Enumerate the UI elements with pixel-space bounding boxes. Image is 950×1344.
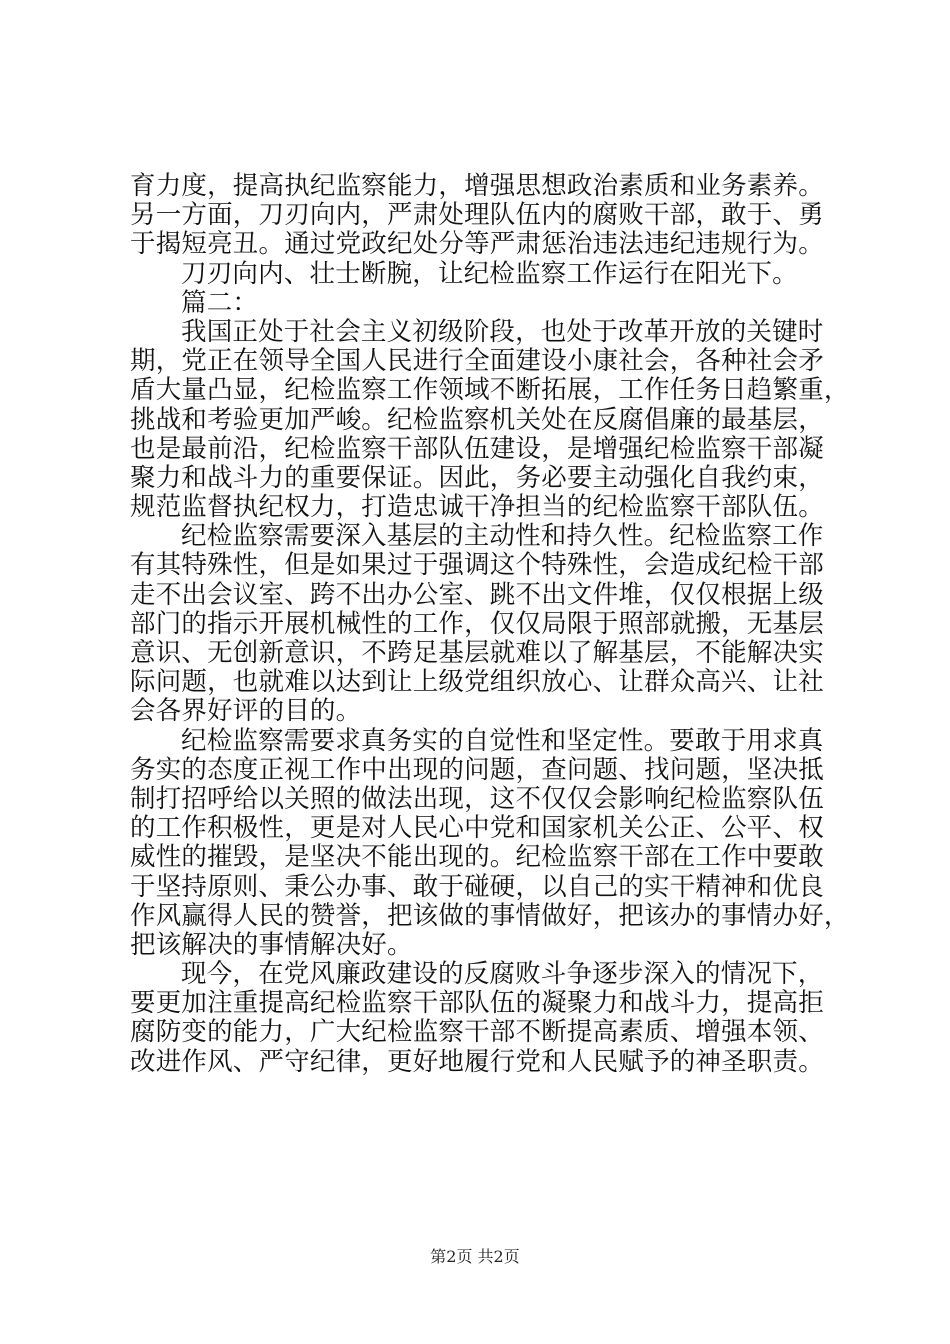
- text-line: 威性的摧毁，是坚决不能出现的。纪检监察干部在工作中要敢: [130, 842, 824, 873]
- text-line: 另一方面，刀刃向内，严肃处理队伍内的腐败干部，敢于、勇: [130, 200, 824, 231]
- text-line: 期，党正在领导全国人民进行全面建设小康社会，各种社会矛: [130, 346, 824, 377]
- text-line: 意识、无创新意识，不跨足基层就难以了解基层，不能解决实: [130, 638, 824, 668]
- paragraph: [130, 960, 828, 1077]
- text-line: 作风赢得人民的赞誉，把该做的事情做好，把该办的事情办好，: [130, 900, 850, 931]
- text-line: 我国正处于社会主义初级阶段，也处于改革开放的关键时: [181, 316, 824, 347]
- text-line: 挑战和考验更加严峻。纪检监察机关处在反腐倡廉的最基层，: [130, 404, 824, 435]
- text-line: 部门的指示开展机械性的工作，仅仅局限于照部就搬，无基层: [130, 608, 824, 639]
- text-line: 际问题，也就难以达到让上级党组织放心、让群众高兴、让社: [130, 667, 824, 698]
- paragraph: [130, 316, 850, 523]
- text-line: 腐防变的能力，广大纪检监察干部不断提高素质、增强本领、: [130, 1017, 824, 1048]
- document-body: [130, 171, 850, 1077]
- paragraph: [130, 172, 828, 260]
- text-line: 盾大量凸显，纪检监察工作领域不断拓展，工作任务日趋繁重，: [130, 375, 850, 406]
- text-line: 篇二：: [181, 287, 259, 318]
- text-line: 聚力和战斗力的重要保证。因此，务必要主动强化自我约束，: [130, 462, 824, 493]
- text-line: 制打招呼给以关照的做法出现，这不仅仅会影响纪检监察队伍: [130, 783, 824, 814]
- page-number-label: 第2页 共2页: [430, 1247, 520, 1266]
- paragraph: [130, 522, 828, 726]
- text-line: 育力度，提高执纪监察能力，增强思想政治素质和业务素养。: [130, 171, 824, 201]
- text-line: 于坚持原则、秉公办事、敢于碰硬，以自己的实干精神和优良: [130, 871, 824, 902]
- paragraph: [130, 260, 828, 289]
- text-line: 现今，在党风廉政建设的反腐败斗争逐步深入的情况下，: [181, 959, 824, 990]
- text-line: 务实的态度正视工作中出现的问题，查问题、找问题，坚决抵: [130, 754, 824, 785]
- text-line: 改进作风、严守纪律，更好地履行党和人民赋予的神圣职责。: [130, 1046, 824, 1077]
- paragraph: [130, 725, 850, 961]
- text-line: 把该解决的事情解决好。: [130, 929, 413, 960]
- text-line: 走不出会议室、跨不出办公室、跳不出文件堆，仅仅根据上级: [130, 579, 824, 610]
- text-line: 纪检监察需要深入基层的主动性和持久性。纪检监察工作: [181, 521, 824, 552]
- text-line: 也是最前沿，纪检监察干部队伍建设，是增强纪检监察干部凝: [130, 433, 824, 464]
- text-line: 于揭短亮丑。通过党政纪处分等严肃惩治违法违纪违规行为。: [130, 229, 824, 260]
- text-line: 会各界好评的目的。: [130, 696, 362, 727]
- text-line: 纪检监察需要求真务实的自觉性和坚定性。要敢于用求真: [181, 725, 824, 756]
- text-line: 有其特殊性，但是如果过于强调这个特殊性，会造成纪检干部: [130, 550, 824, 581]
- text-line: 要更加注重提高纪检监察干部队伍的凝聚力和战斗力，提高拒: [130, 988, 824, 1019]
- text-line: 的工作积极性，更是对人民心中党和国家机关公正、公平、权: [130, 813, 824, 844]
- section-heading: [130, 289, 828, 318]
- page-footer: [0, 1244, 950, 1267]
- text-line: 刀刃向内、壮士断腕，让纪检监察工作运行在阳光下。: [181, 258, 798, 289]
- text-line: 规范监督执纪权力，打造忠诚干净担当的纪检监察干部队伍。: [130, 492, 824, 523]
